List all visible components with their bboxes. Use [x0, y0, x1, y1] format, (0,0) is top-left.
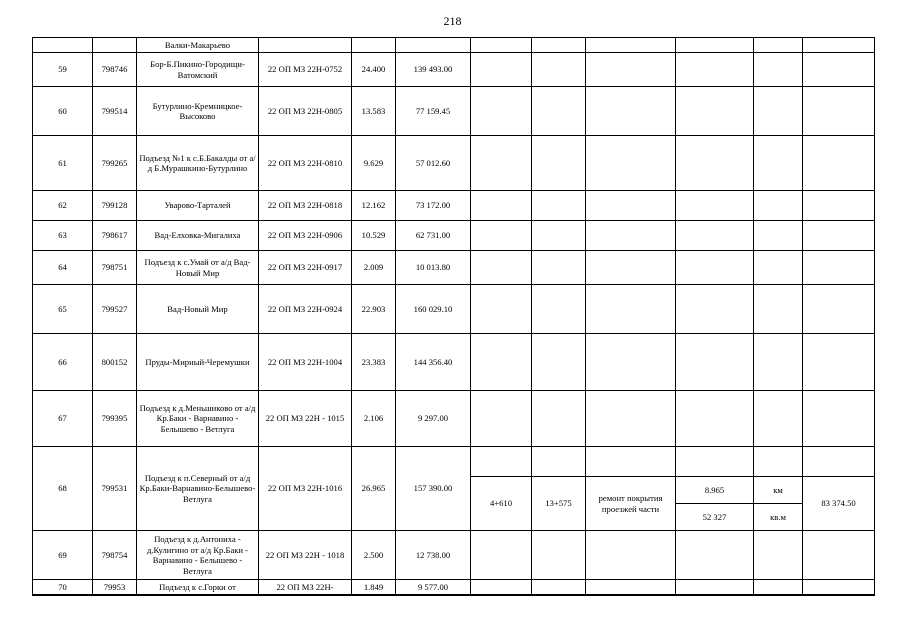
cell-empty: [532, 87, 586, 136]
cell-empty: [586, 191, 676, 221]
cell-road-code: 22 ОП МЗ 22Н-0906: [259, 221, 352, 251]
cell-number: 62: [33, 191, 93, 221]
cell-empty: [471, 447, 532, 477]
cell-value: 157 390.00: [396, 447, 471, 531]
cell-empty: [471, 391, 532, 447]
cell-empty: [586, 221, 676, 251]
cell-length: 2.106: [352, 391, 396, 447]
cell-value: [396, 38, 471, 53]
cell-length: 13.583: [352, 87, 396, 136]
cell-value: 144 356.40: [396, 334, 471, 391]
road-repair-table: [32, 37, 875, 596]
cell-road-id: 800152: [93, 334, 137, 391]
cell-number: 67: [33, 391, 93, 447]
cell-length: 26.965: [352, 447, 396, 531]
cell-empty: [471, 53, 532, 87]
cell-road-code: 22 ОП МЗ 22Н-0810: [259, 136, 352, 191]
cell-empty: [586, 136, 676, 191]
cell-length: 24.400: [352, 53, 396, 87]
cell-road-id: 799531: [93, 447, 137, 531]
cell-empty: [803, 251, 875, 285]
cell-road-name: Подъезд к д.Антониха - д.Кулигино от а/д Кр.Баки - Варнавино - Белышево - Ветлуга: [137, 531, 259, 580]
cell-number: 70: [33, 580, 93, 595]
cell-empty: [754, 447, 803, 477]
page-number: 218: [443, 14, 462, 28]
table-row: [33, 531, 875, 580]
cell-road-code: 22 ОП МЗ 22Н-0917: [259, 251, 352, 285]
cell-value: 57 012.60: [396, 136, 471, 191]
cell-road-name: Вад-Новый Мир: [137, 285, 259, 334]
cell-empty: [532, 580, 586, 595]
cell-empty: [803, 285, 875, 334]
table-row: [33, 136, 875, 191]
cell-repair-unit-m2: кв.м: [754, 504, 803, 531]
cell-empty: [471, 87, 532, 136]
cell-empty: [754, 531, 803, 580]
cell-length: 23.383: [352, 334, 396, 391]
table-row: [33, 87, 875, 136]
cell-repair-cost: 83 374.50: [803, 477, 875, 531]
cell-repair-qty-m2: 52 327: [676, 504, 754, 531]
cell-road-code: 22 ОП МЗ 22Н-1004: [259, 334, 352, 391]
cell-empty: [586, 251, 676, 285]
cell-repair-qty-km: 8.965: [676, 477, 754, 504]
cell-value: 77 159.45: [396, 87, 471, 136]
cell-empty: [754, 580, 803, 595]
cell-empty: [586, 391, 676, 447]
cell-empty: [754, 53, 803, 87]
cell-road-name: Бутурлино-Кремницкое-Высоково: [137, 87, 259, 136]
cell-empty: [532, 251, 586, 285]
cell-length: 2.500: [352, 531, 396, 580]
cell-number: 60: [33, 87, 93, 136]
cell-value: 10 013.80: [396, 251, 471, 285]
cell-road-id: 798751: [93, 251, 137, 285]
cell-empty: [803, 447, 875, 477]
cell-road-name: Подъезд к с.Умай от а/д Вад-Новый Мир: [137, 251, 259, 285]
cell-empty: [586, 285, 676, 334]
cell-empty: [676, 251, 754, 285]
cell-road-name: Вад-Елховка-Мигалиха: [137, 221, 259, 251]
cell-empty: [676, 87, 754, 136]
cell-empty: [803, 580, 875, 595]
cell-empty: [803, 87, 875, 136]
cell-empty: [532, 221, 586, 251]
cell-empty: [803, 191, 875, 221]
cell-road-code: 22 ОП МЗ 22Н-0818: [259, 191, 352, 221]
cell-empty: [471, 221, 532, 251]
cell-empty: [803, 334, 875, 391]
cell-road-code: 22 ОП МЗ 22Н-0805: [259, 87, 352, 136]
cell-empty: [586, 87, 676, 136]
cell-empty: [803, 53, 875, 87]
cell-empty: [754, 136, 803, 191]
cell-road-id: 798754: [93, 531, 137, 580]
cell-road-id: 799128: [93, 191, 137, 221]
cell-value: 73 172.00: [396, 191, 471, 221]
cell-empty: [532, 136, 586, 191]
cell-road-code: 22 ОП МЗ 22Н-0752: [259, 53, 352, 87]
cell-empty: [754, 285, 803, 334]
cell-empty: [676, 391, 754, 447]
cell-road-id: 799514: [93, 87, 137, 136]
table-row: [33, 191, 875, 221]
cell-length: 1.849: [352, 580, 396, 595]
cell-empty: [676, 531, 754, 580]
cell-value: 139 493.00: [396, 53, 471, 87]
cell-length: [352, 38, 396, 53]
table-row: [33, 391, 875, 447]
table-row: [33, 38, 875, 53]
cell-empty: [676, 580, 754, 595]
cell-empty: [532, 391, 586, 447]
cell-road-code: [259, 38, 352, 53]
cell-length: 22.903: [352, 285, 396, 334]
cell-empty: [676, 221, 754, 251]
table-row: [33, 221, 875, 251]
cell-length: 12.162: [352, 191, 396, 221]
cell-road-name: Подъезд к д.Меньшиково от а/д Кр.Баки - Варнавино - Белышево - Ветлуга: [137, 391, 259, 447]
cell-road-name: Пруды-Мирный-Черемушки: [137, 334, 259, 391]
cell-empty: [676, 136, 754, 191]
cell-empty: [803, 391, 875, 447]
table-row: [33, 251, 875, 285]
cell-road-name: Подъезд к п.Северный от а/д Кр.Баки-Варнавино-Белышево-Ветлуга: [137, 447, 259, 531]
cell-empty: [676, 38, 754, 53]
cell-empty: [754, 334, 803, 391]
cell-empty: [532, 38, 586, 53]
cell-empty: [803, 221, 875, 251]
cell-empty: [754, 191, 803, 221]
cell-value: 12 738.00: [396, 531, 471, 580]
table-row: [33, 334, 875, 391]
cell-length: 2.009: [352, 251, 396, 285]
cell-number: 66: [33, 334, 93, 391]
cell-road-name: Валки-Макарьево: [137, 38, 259, 53]
cell-road-name: Подъезд к с.Горки от: [137, 580, 259, 595]
cell-number: 69: [33, 531, 93, 580]
cell-number: 59: [33, 53, 93, 87]
cell-empty: [586, 447, 676, 477]
cell-value: 62 731.00: [396, 221, 471, 251]
cell-empty: [471, 334, 532, 391]
cell-empty: [471, 191, 532, 221]
table-row: [33, 447, 875, 477]
cell-empty: [532, 531, 586, 580]
cell-empty: [754, 251, 803, 285]
cell-empty: [471, 580, 532, 595]
cell-road-id: 799527: [93, 285, 137, 334]
cell-empty: [676, 447, 754, 477]
cell-road-code: 22 ОП МЗ 22Н-: [259, 580, 352, 595]
cell-empty: [676, 191, 754, 221]
cell-empty: [803, 531, 875, 580]
cell-empty: [532, 191, 586, 221]
cell-road-id: 798617: [93, 221, 137, 251]
cell-road-id: 79953: [93, 580, 137, 595]
cell-empty: [803, 136, 875, 191]
cell-empty: [586, 531, 676, 580]
cell-road-name: Бор-Б.Пикино-Городищи-Ватомский: [137, 53, 259, 87]
cell-number: 65: [33, 285, 93, 334]
cell-repair-start: 4+610: [471, 477, 532, 531]
cell-value: 9 577.00: [396, 580, 471, 595]
cell-repair-unit-km: км: [754, 477, 803, 504]
cell-value: 9 297.00: [396, 391, 471, 447]
cell-number: [33, 38, 93, 53]
cell-empty: [471, 251, 532, 285]
cell-empty: [532, 285, 586, 334]
cell-road-code: 22 ОП МЗ 22Н-0924: [259, 285, 352, 334]
cell-repair-end: 13+575: [532, 477, 586, 531]
cell-road-id: 798746: [93, 53, 137, 87]
cell-empty: [586, 334, 676, 391]
cell-road-name: Подъезд №1 к с.Б.Бакалды от а/д Б.Мурашкино-Бутурлино: [137, 136, 259, 191]
cell-road-id: [93, 38, 137, 53]
cell-length: 10.529: [352, 221, 396, 251]
cell-road-code: 22 ОП МЗ 22Н - 1015: [259, 391, 352, 447]
cell-empty: [754, 38, 803, 53]
cell-road-name: Уварово-Тарталей: [137, 191, 259, 221]
cell-empty: [586, 38, 676, 53]
cell-empty: [532, 334, 586, 391]
cell-empty: [471, 285, 532, 334]
cell-number: 68: [33, 447, 93, 531]
cell-empty: [471, 136, 532, 191]
cell-empty: [471, 38, 532, 53]
cell-empty: [803, 38, 875, 53]
cell-road-id: 799395: [93, 391, 137, 447]
cell-empty: [586, 53, 676, 87]
cell-empty: [676, 53, 754, 87]
cell-number: 61: [33, 136, 93, 191]
cell-empty: [754, 87, 803, 136]
cell-empty: [676, 334, 754, 391]
cell-length: 9.629: [352, 136, 396, 191]
cell-number: 63: [33, 221, 93, 251]
table-row: [33, 53, 875, 87]
cell-empty: [532, 53, 586, 87]
cell-empty: [676, 285, 754, 334]
table-row: [33, 580, 875, 595]
cell-empty: [471, 531, 532, 580]
table-row: [33, 285, 875, 334]
cell-value: 160 029.10: [396, 285, 471, 334]
cell-repair-work: ремонт покрытия проезжей части: [586, 477, 676, 531]
cell-empty: [754, 221, 803, 251]
cell-number: 64: [33, 251, 93, 285]
cell-road-code: 22 ОП МЗ 22Н - 1018: [259, 531, 352, 580]
cell-empty: [754, 391, 803, 447]
cell-empty: [532, 447, 586, 477]
cell-road-id: 799265: [93, 136, 137, 191]
cell-road-code: 22 ОП МЗ 22Н-1016: [259, 447, 352, 531]
cell-empty: [586, 580, 676, 595]
